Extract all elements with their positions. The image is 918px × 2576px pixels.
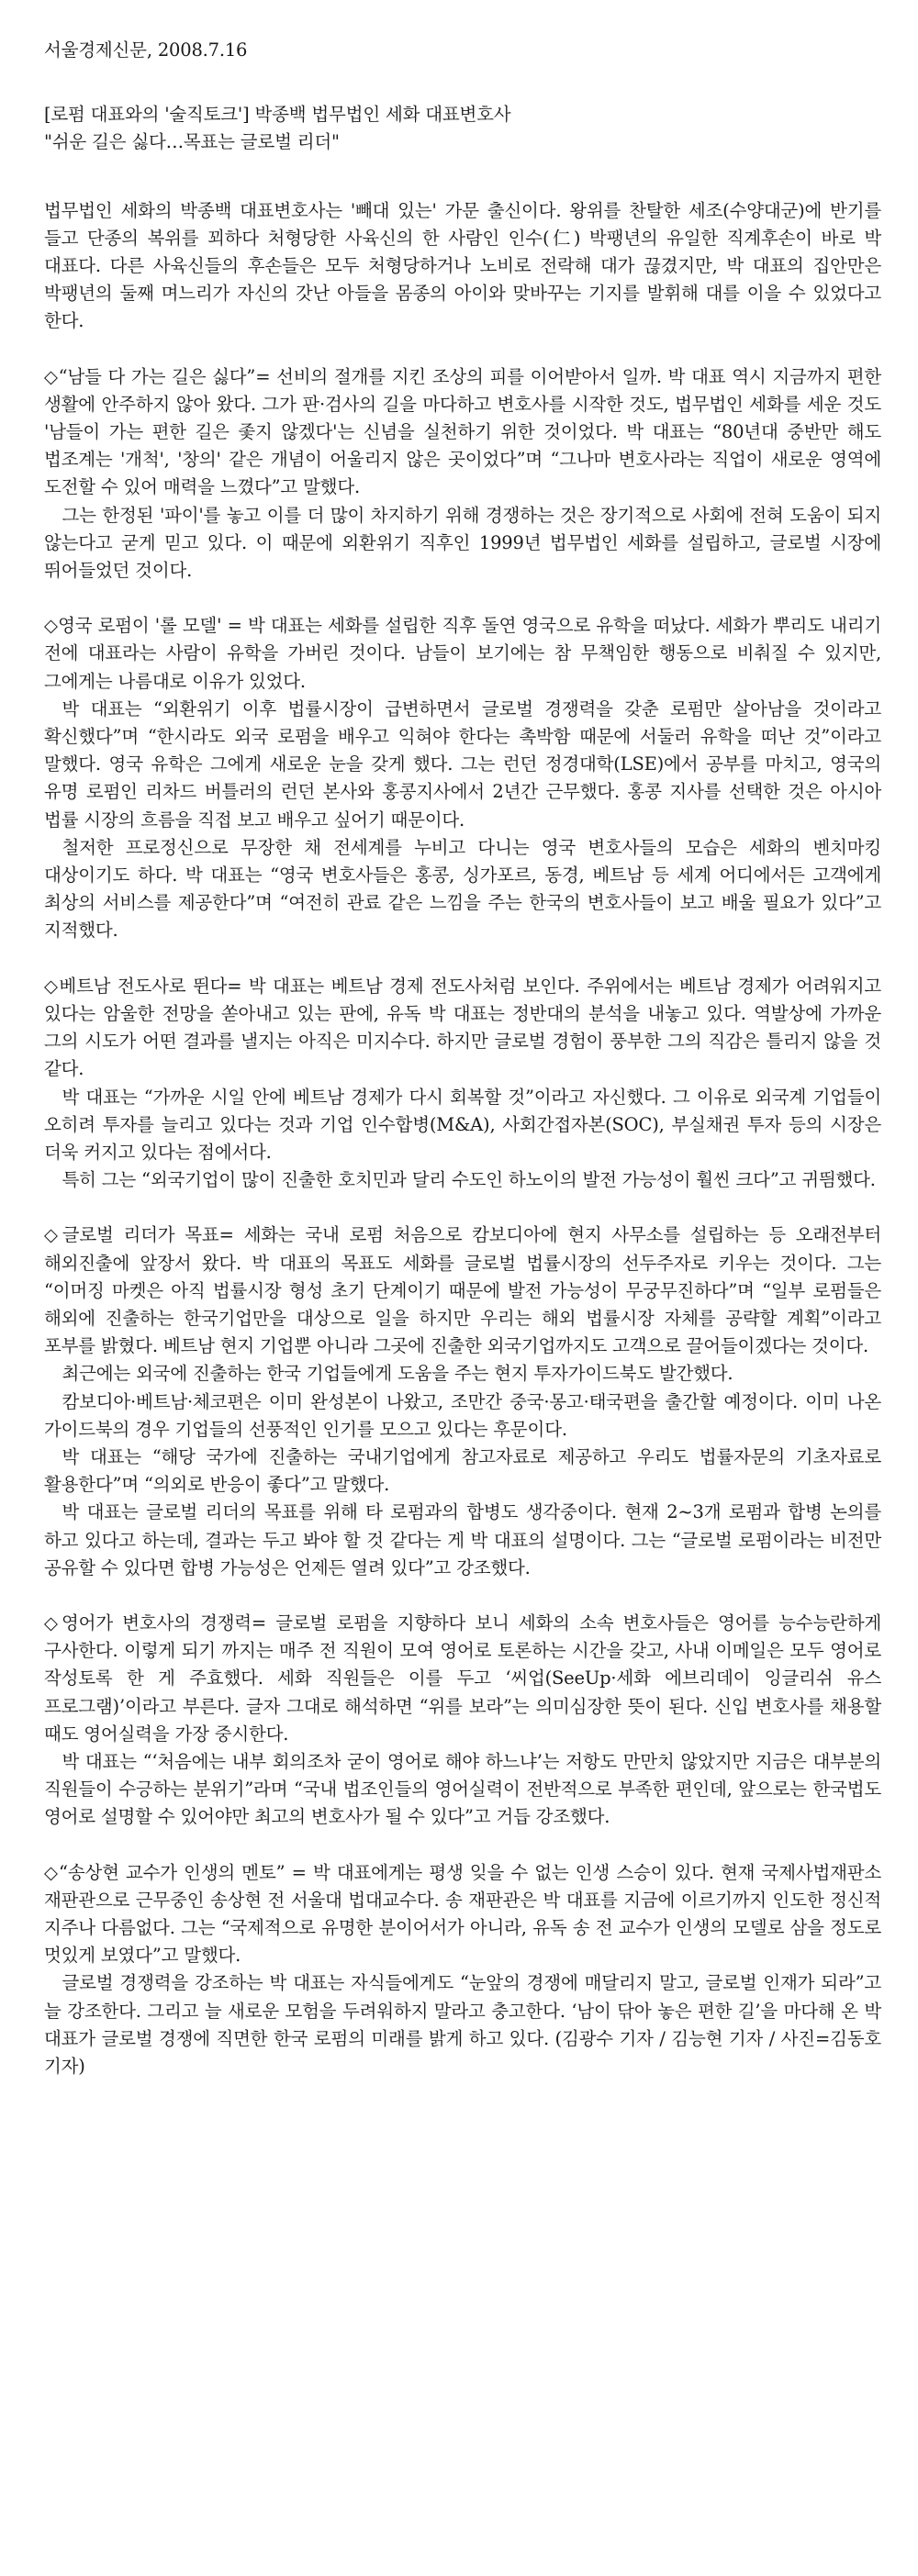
- paragraph: 최근에는 외국에 진출하는 한국 기업들에게 도움을 주는 현지 투자가이드북도 발간했다.: [62, 1363, 733, 1385]
- article-section-mentor: [44, 1859, 881, 2081]
- paragraph: ◇영국 로펌이 '롤 모델' = 박 대표는 세화를 설립한 직후 돌연 영국으로 유학을 떠났다. 세화가 뿌리도 내리기 전에 대표라는 사람이 유학을 가버린 것이다. 남들이 보기에는 참 무책임한 행동으로 비춰질 수 있지만, 그에게는 나름대로 이유가 있었다.: [44, 615, 881, 692]
- paragraph: 글로벌 경쟁력을 강조하는 박 대표는 자식들에게도 “눈앞의 경쟁에 매달리지 말고, 글로벌 인재가 되라”고 늘 강조한다. 그리고 늘 새로운 모험을 두려워하지 말라고 충고한다. ‘남이 닦아 놓은 편한 길’을 마다해 온 박 대표가 글로벌 경쟁에 직면한 한국 로펌의 미래를 밝게 하고 있다. (김광수 기자 / 김능현 기자 / 사진=김동호 기자): [44, 1972, 881, 2077]
- paragraph: ◇“남들 다 가는 길은 싫다”= 선비의 절개를 지킨 조상의 피를 이어받아서 일까. 박 대표 역시 지금까지 편한 생활에 안주하지 않아 왔다. 그가 판·검사의 길을 마다하고 변호사를 시작한 것도, 법무법인 세화를 세운 것도 '남들이 가는 편한 길은 좇지 않겠다'는 신념을 실천하기 위한 것이었다. 박 대표는 “80년대 중반만 해도 법조계는 '개척', '창의' 같은 개념이 어울리지 않은 곳이었다”며 “그나마 변호사라는 직업이 새로운 영역에 도전할 수 있어 매력을 느꼈다”고 말했다.: [44, 365, 881, 498]
- article-subheadline: "쉬운 길은 싫다…목표는 글로벌 리더": [44, 131, 340, 153]
- paragraph: 캄보디아·베트남·체코편은 이미 완성본이 나왔고, 조만간 중국·몽고·태국편을 출간할 예정이다. 이미 나온 가이드북의 경우 기업들의 선풍적인 인기를 모으고 있다는 후문이다.: [44, 1390, 881, 1440]
- article-section-vietnam: [44, 973, 881, 1195]
- article-document: [44, 37, 881, 2080]
- paragraph: 박 대표는 글로벌 리더의 목표를 위해 타 로펌과의 합병도 생각중이다. 현재 2~3개 로펌과 합병 논의를 하고 있다고 하는데, 결과는 두고 봐야 할 것 같다는 게 박 대표의 설명이다. 그는 “글로벌 로펌이라는 비전만 공유할 수 있다면 합병 가능성은 언제든 열려 있다”고 강조했다.: [44, 1501, 881, 1578]
- paragraph: 박 대표는 “‘처음에는 내부 회의조차 굳이 영어로 해야 하느냐’는 저항도 만만치 않았지만 지금은 대부분의 직원들이 수긍하는 분위기”라며 “국내 법조인들의 영어실력이 전반적으로 부족한 편인데, 앞으로는 한국법도 영어로 설명할 수 있어야만 최고의 변호사가 될 수 있다”고 거듭 강조했다.: [44, 1750, 881, 1828]
- article-section-intro: [44, 197, 881, 336]
- paragraph: 특히 그는 “외국기업이 많이 진출한 호치민과 달리 수도인 하노이의 발전 가능성이 훨씬 크다”고 귀띔했다.: [62, 1169, 876, 1191]
- article-section-uk-role-model: [44, 612, 881, 944]
- paragraph: ◇영어가 변호사의 경쟁력= 글로벌 로펌을 지향하다 보니 세화의 소속 변호사들은 영어를 능수능란하게 구사한다. 이렇게 되기 까지는 매주 전 직원이 모여 영어로 토론하는 시간을 갖고, 사내 이메일은 모두 영어로 작성토록 한 게 주효했다. 세화 직원들은 이를 두고 ‘씨업(SeeUp·세화 에브리데이 잉글리쉬 유스 프로그램)’이라고 부른다. 글자 그대로 해석하면 “위를 보라”는 의미심장한 뜻이 된다. 신입 변호사를 채용할 때도 영어실력을 가장 중시한다.: [44, 1611, 881, 1745]
- paragraph: ◇베트남 전도사로 뛴다= 박 대표는 베트남 경제 전도사처럼 보인다. 주위에서는 베트남 경제가 어려워지고 있다는 암울한 전망을 쏟아내고 있는 판에, 유독 박 대표는 정반대의 분석을 내놓고 있다. 역발상에 가까운 그의 시도가 어떤 결과를 낼지는 아직은 미지수다. 하지만 글로벌 경험이 풍부한 그의 직감은 틀리지 않을 것 같다.: [44, 975, 881, 1080]
- paragraph: 박 대표는 “외환위기 이후 법률시장이 급변하면서 글로벌 경쟁력을 갖춘 로펌만 살아남을 것이라고 확신했다”며 “한시라도 외국 로펌을 배우고 익혀야 한다는 촉박함 때문에 서둘러 유학을 떠난 것”이라고 말했다. 영국 유학은 그에게 새로운 눈을 갖게 했다. 그는 런던 정경대학(LSE)에서 공부를 마치고, 영국의 유명 로펌인 리차드 버틀러의 런던 본사와 홍콩지사에서 2년간 근무했다. 홍콩 지사를 선택한 것은 아시아 법률 시장의 흐름을 직접 보고 배우고 싶어기 때문이다.: [44, 697, 881, 831]
- paragraph: 법무법인 세화의 박종백 대표변호사는 '빼대 있는' 가문 출신이다. 왕위를 찬탈한 세조(수양대군)에 반기를 들고 단종의 복위를 꾀하다 처형당한 사육신의 한 사람인 인수(仁) 박팽년의 유일한 직계후손이 바로 박 대표다. 다른 사육신들의 후손들은 모두 처형당하거나 노비로 전락해 대가 끊겼지만, 박 대표의 집안만은 박팽년의 둘째 며느리가 자신의 갓난 아들을 몸종의 아이와 맞바꾸는 기지를 발휘해 대를 이을 수 있었다고 한다.: [44, 199, 881, 332]
- paragraph: ◇“송상현 교수가 인생의 멘토” = 박 대표에게는 평생 잊을 수 없는 인생 스승이 있다. 현재 국제사법재판소 재판관으로 근무중인 송상현 전 서울대 법대교수다. 송 재판관은 박 대표를 지금에 이르기까지 인도한 정신적 지주나 다름없다. 그는 “국제적으로 유명한 분이어서가 아니라, 유독 송 전 교수가 인생의 모델로 삼을 정도로 멋있게 보였다”고 말했다.: [44, 1861, 881, 1967]
- article-section-english: [44, 1610, 881, 1832]
- paragraph: ◇글로벌 리더가 목표= 세화는 국내 로펌 처음으로 캄보디아에 현지 사무소를 설립하는 등 오래전부터 해외진출에 앞장서 왔다. 박 대표의 목표도 세화를 글로벌 법률시장의 선두주자로 키우는 것이다. 그는 “이머징 마켓은 아직 법률시장 형성 초기 단계이기 때문에 발전 가능성이 무궁무진하다”며 “일부 로펌들은 해외에 진출하는 한국기업만을 대상으로 일을 하지만 우리는 해외 법률시장 자체를 공략할 계획”이라고 포부를 밝혔다. 베트남 현지 기업뿐 아니라 그곳에 진출한 외국기업까지도 고객으로 끌어들이겠다는 것이다.: [44, 1224, 881, 1357]
- paragraph: 박 대표는 “해당 국가에 진출하는 국내기업에게 참고자료로 제공하고 우리도 법률자문의 기초자료로 활용한다”며 “의외로 반응이 좋다”고 말했다.: [44, 1445, 881, 1496]
- paragraph: 철저한 프로정신으로 무장한 채 전세계를 누비고 다니는 영국 변호사들의 모습은 세화의 벤치마킹 대상이기도 하다. 박 대표는 “영국 변호사들은 홍콩, 싱가포르, 동경, 베트남 등 세계 어디에서든 고객에게 최상의 서비스를 제공한다”며 “여전히 관료 같은 느낌을 주는 한국의 변호사들이 보고 배울 필요가 있다”고 지적했다.: [44, 836, 881, 942]
- source-dateline: 서울경제신문, 2008.7.16: [44, 39, 248, 61]
- paragraph: 그는 한정된 '파이'를 놓고 이를 더 많이 차지하기 위해 경쟁하는 것은 장기적으로 사회에 전혀 도움이 되지 않는다고 굳게 믿고 있다. 이 때문에 외환위기 직후인 1999년 법무법인 세화를 설립하고, 글로벌 시장에 뛰어들었던 것이다.: [44, 504, 881, 582]
- article-section-road-not-taken: [44, 363, 881, 585]
- article-headline: [로펌 대표와의 '술직토크'] 박종백 법무법인 세화 대표변호사: [44, 104, 511, 126]
- paragraph: 박 대표는 “가까운 시일 안에 베트남 경제가 다시 회복할 것”이라고 자신했다. 그 이유로 외국계 기업들이 오히려 투자를 늘리고 있다는 것과 기업 인수합병(M&A), 사회간접자본(SOC), 부실채권 투자 등의 시장은 더욱 커지고 있다는 점에서다.: [44, 1086, 881, 1163]
- article-section-global-leader: [44, 1221, 881, 1582]
